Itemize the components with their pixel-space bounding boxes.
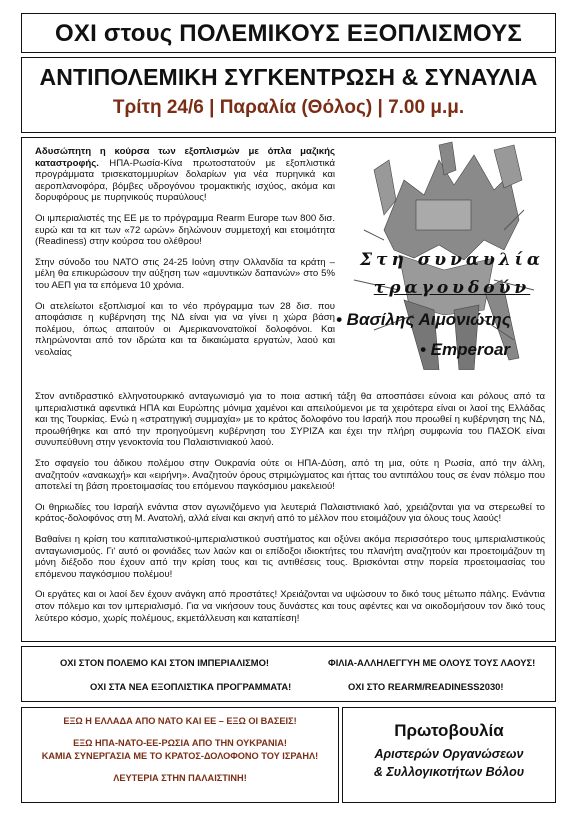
flyer xyxy=(21,13,556,803)
paragraph-1-body: ΗΠΑ-Ρωσία-Κίνα πρωτοστατούν με εξοπλιστικά προγράμματα τρισεκατομμυρίων δολαρίων για νέα πυρηνικά και αεροπλανοφόρα, βόμβες υδρογόνου τρομακτικής ισχύος, ακόμα και δορυφόρους με πυρηνικούς πυραύλους! xyxy=(35,157,335,204)
event-details: Τρίτη 24/6 | Παραλία (Θόλος) | 7.00 μ.μ. xyxy=(112,97,465,118)
concert-line-1: Στη συναυλία xyxy=(360,250,544,270)
slogan-2: ΦΙΛΙΑ-ΑΛΛΗΛΕΓΓΥΗ ΜΕ ΟΛΟΥΣ ΤΟΥΣ ΛΑΟΥΣ! xyxy=(328,657,536,668)
paragraph-1-lead: Αδυσώπητη η κούρσα των εξοπλισμών με όπλα μαζικής καταστροφής. xyxy=(35,146,335,169)
bottom-slogan-4: ΛΕΥΤΕΡΙΑ ΣΤΗΝ ΠΑΛΑΙΣΤΙΝΗ! xyxy=(113,773,247,783)
paragraph-8: Βαθαίνει η κρίση του καπιταλιστικού-ιμπεριαλιστικού συστήματος και οξύνει ακόμα περισσότερο τους ιμπεριαλιστικούς ανταγωνισμούς. Γι' αυτό οι φονιάδες των λαών και οι επίδοξοι ιδιοκτήτες του πλανήτη αναζητούν και προετοιμάζουν τη μόνη διέξοδο που έχουν από την κρίση τους και τις αντιθέσεις τους. Βρισκόνται στην πορεία προετοιμασίας του επόμενου παγκόσμιου πολέμου! xyxy=(35,533,545,580)
slogan-3: ΟΧΙ ΣΤΑ ΝΕΑ ΕΞΟΠΛΙΣΤΙΚΑ ΠΡΟΓΡΑΜΜΑΤΑ! xyxy=(90,681,292,692)
organizer-name: Πρωτοβουλία xyxy=(394,721,504,740)
main-content xyxy=(21,137,556,642)
bottom-slogan-2: ΕΞΩ ΗΠΑ-ΝΑΤΟ-ΕΕ-ΡΩΣΙΑ ΑΠΟ ΤΗΝ ΟΥΚΡΑΝΙΑ! xyxy=(73,738,287,748)
left-column xyxy=(35,146,335,368)
paragraph-4: Οι ατελείωτοι εξοπλισμοί και το νέο πρόγραμμα των 28 δισ. που αποφάσισε η κυβέρνηση της ΝΔ είναι για να γίνει η χώρα βάση πολέμου, όπως απαιτούν οι Αμερικανονατοϊκοί δολοφόνοι. Και πληρώνονται από τον ιδρώτα και τα δικαιώματα εργατών, λαού και νεολαίας xyxy=(35,300,335,358)
artist-1: • Βασίλης Αιμονιώτης xyxy=(336,310,511,329)
event-title: ΑΝΤΙΠΟΛΕΜΙΚΗ ΣΥΓΚΕΝΤΡΩΣΗ & ΣΥΝΑΥΛΙΑ xyxy=(39,64,538,90)
paragraph-9: Οι εργάτες και οι λαοί δεν έχουν ανάγκη από προστάτες! Χρειάζονται να υψώσουν το δικό τους μέτωπο πάλης. Ενάντια στον πόλεμο και τον ιμπεριαλισμό. Για να νικήσουν τους δυνάστες και τους αφέντες και να οικοδομήσουν τον δικό τους λεύτερο κόσμο, χωρίς πολέμους, εκμετάλλευση και καταπίεση! xyxy=(35,589,545,624)
flyer-title: ΟΧΙ στους ΠΟΛΕΜΙΚΟΥΣ ΕΞΟΠΛΙΣΜΟΥΣ xyxy=(21,13,556,53)
bottom-slogan-1: ΕΞΩ Η ΕΛΛΑΔΑ ΑΠΟ ΝΑΤΟ ΚΑΙ ΕΕ – ΕΞΩ ΟΙ ΒΑΣΕΙΣ! xyxy=(63,716,297,726)
bottom-slogan-3: ΚΑΜΙΑ ΣΥΝΕΡΓΑΣΙΑ ΜΕ ΤΟ ΚΡΑΤΟΣ-ΔΟΛΟΦΟΝΟ ΤΟΥ ΙΣΡΑΗΛ! xyxy=(41,751,319,761)
artist-2: • Emperoar xyxy=(420,340,511,359)
paragraph-5: Στον αντιδραστικό ελληνοτουρκικό ανταγωνισμό για το ποια αστική τάξη θα αποσπάσει εύνοια και ρόλους από τα ιμπεριαλιστικά αφεντικά ΗΠΑ και Ευρώπης μόνιμα χαμένοι και απειλούμενοι με τα χειρότερα είναι οι λαοί της Ελλάδας και της Τουρκίας. Ενώ η «στρατηγική συμμαχία» με το κράτος δολοφόνο του Ισραήλ που προωθεί η κυβέρνηση της ΝΔ, προωθήθηκε και από την προηγούμενη κυβέρνηση του ΣΥΡΙΖΑ και έχει την πλήρη συμφωνία του ΠΑΣΟΚ είναι συνυπεύθυνη στην γενοκτονία του Παλαιστινιακού λαού. xyxy=(35,391,545,449)
organizer-line-2: Αριστερών Οργανώσεων xyxy=(374,747,524,761)
concert-announcement xyxy=(336,250,552,360)
event-header xyxy=(21,57,556,133)
organizer-line-3: & Συλλογικοτήτων Βόλου xyxy=(373,765,525,779)
paragraph-2: Οι ιμπεριαλιστές της ΕΕ με το πρόγραμμα Rearm Europe των 800 δισ. ευρώ και τα κιτ των «72 ωρών» δηλώνουν συμμετοχή και ετοιμότητα (Readiness) στην κούρσα του ολέθρου! xyxy=(35,212,335,248)
paragraph-1 xyxy=(35,146,335,204)
slogan-4: ΟΧΙ ΣΤΟ REARM/READINESS2030! xyxy=(348,681,504,692)
slogan-1: ΟΧΙ ΣΤΟΝ ΠΟΛΕΜΟ ΚΑΙ ΣΤΟΝ ΙΜΠΕΡΙΑΛΙΣΜΟ! xyxy=(60,657,270,668)
paragraph-7: Οι θηριωδίες του Ισραήλ ενάντια στον αγωνιζόμενο για λευτεριά Παλαιστινιακό λαό, χρειάζονται για να στερεωθεί το κράτος-δολοφόνος στη Μ. Ανατολή, αλλά είναι και σκηνή από το μέλλον που ετοιμάζουν για όλους τους λαούς! xyxy=(35,501,545,525)
paragraph-6: Στο σφαγείο του άδικου πολέμου στην Ουκρανία ούτε οι ΗΠΑ-Δύση, από τη μια, ούτε η Ρωσία, από την άλλη, αναζητούν «ανακωχή» και «ειρήνη». Αναζητούν όρους στριμώγματος και ήττας του αντιπάλου τους σε έναν πόλεμο που αποτελεί τη βάση προετοιμασίας του επόμενου παγκόσμιου μακελειού! xyxy=(35,457,545,493)
bottom-slogans-box xyxy=(21,707,339,803)
paragraph-3: Στην σύνοδο του ΝΑΤΟ στις 24-25 Ιούνη στην Ολλανδία τα κράτη – μέλη θα επικυρώσουν την αύξηση των «αμυντικών δαπανών» στο 5% του ΑΕΠ για τα επόμενα 10 χρόνια. xyxy=(35,256,335,291)
slogans-box xyxy=(21,646,556,702)
full-width-text xyxy=(35,391,545,633)
concert-line-2: τραγουδούν xyxy=(373,278,531,298)
organizer-box xyxy=(342,707,556,803)
